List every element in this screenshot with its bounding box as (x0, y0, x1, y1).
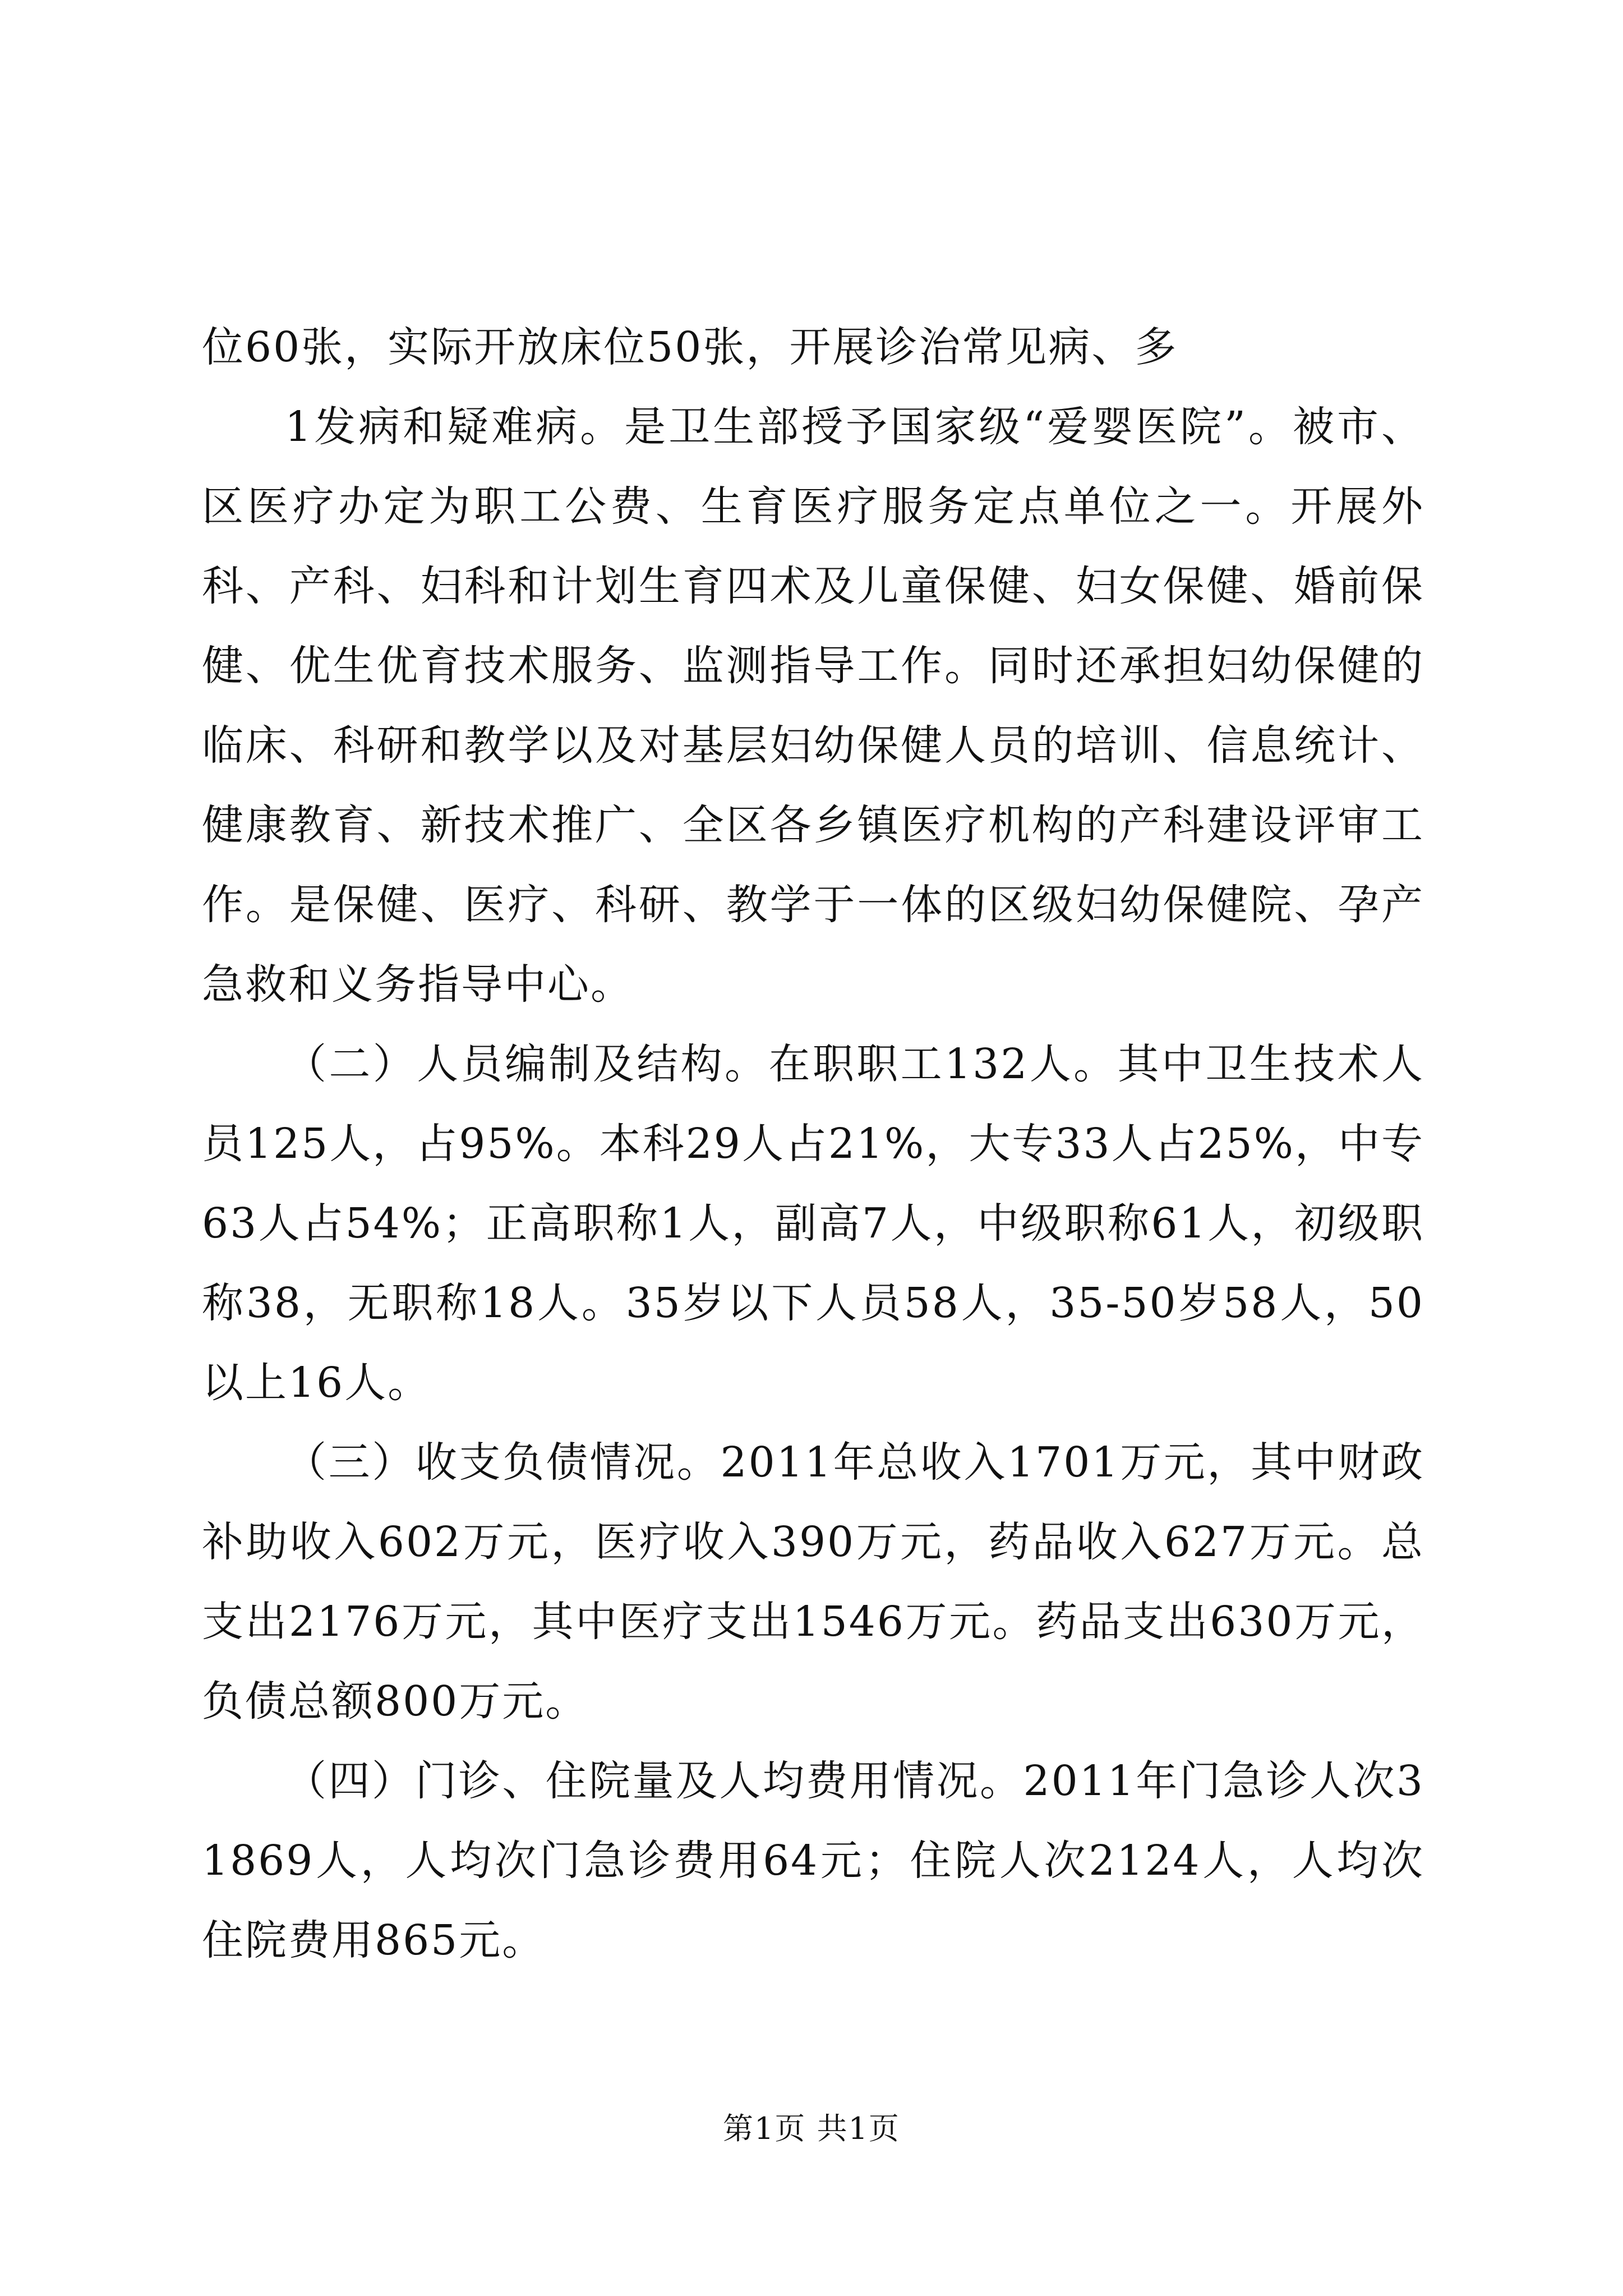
paragraph-hospital-overview: 1发病和疑难病。是卫生部授予国家级“爱婴医院”。被市、区医疗办定为职工公费、生育医疗服务定点单位之一。开展外科、产科、妇科和计划生育四术及儿童保健、妇女保健、婚前保健、优生优育技术服务、监测指导工作。同时还承担妇幼保健的临床、科研和教学以及对基层妇幼保健人员的培训、信息统计、健康教育、新技术推广、全区各乡镇医疗机构的产科建设评审工作。是保健、医疗、科研、教学于一体的区级妇幼保健院、孕产急救和义务指导中心。 (202, 403, 1424, 1009)
paragraph-outpatient-inpatient: （四）门诊、住院量及人均费用情况。2011年门急诊人次31869人，人均次门急诊费用64元；住院人次2124人，人均次住院费用865元。 (202, 1757, 1424, 1964)
paragraph-staffing-structure: （二）人员编制及结构。在职职工132人。其中卫生技术人员125人，占95%。本科29人占21%，大专33人占25%，中专63人占54%；正高职称1人，副高7人，中级职称61人，初级职称38，无职称18人。35岁以下人员58人，35-50岁58人，50以上16人。 (202, 1040, 1424, 1407)
paragraph-income-expenditure: （三）收支负债情况。2011年总收入1701万元，其中财政补助收入602万元，医疗收入390万元，药品收入627万元。总支出2176万元，其中医疗支出1546万元。药品支出630万元，负债总额800万元。 (202, 1438, 1424, 1726)
document-body (202, 307, 1424, 1980)
page-footer: 第1页 共1页 (723, 2111, 900, 2146)
paragraph-continuation: 位60张，实际开放床位50张，开展诊治常见病、多 (202, 323, 1178, 371)
